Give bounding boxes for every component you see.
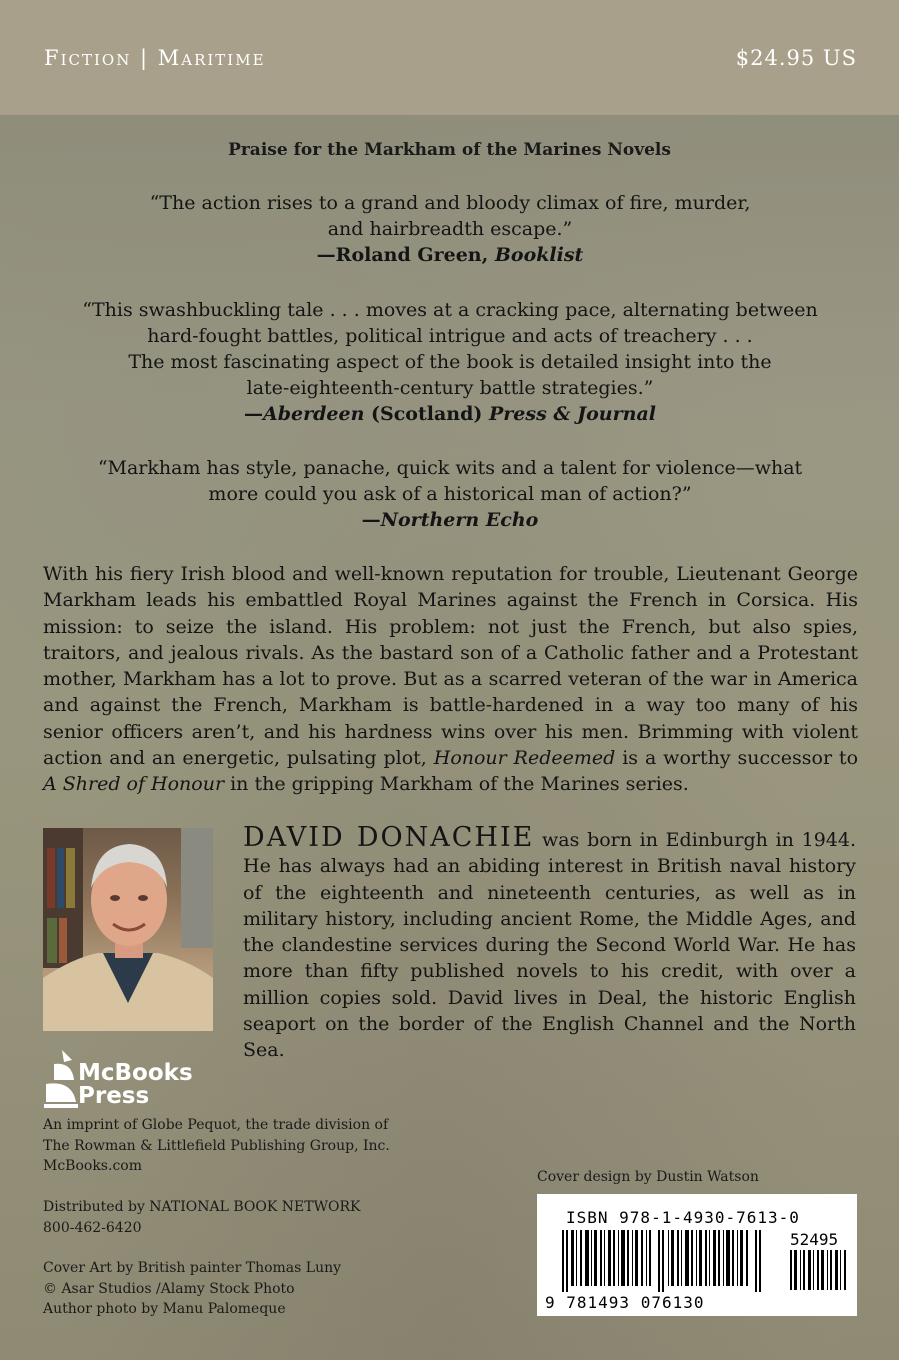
book-title: Honour Redeemed xyxy=(433,747,616,770)
price-barcode-bars xyxy=(790,1250,848,1290)
ship-icon xyxy=(42,1050,82,1110)
author-name: DAVID DONACHIE xyxy=(243,822,535,853)
genre-label: Fiction | Maritime xyxy=(44,46,266,70)
quote-attribution: —Roland Green, Booklist xyxy=(316,244,584,266)
quote-line: and hairbreadth escape.” xyxy=(327,218,573,240)
price-label: $24.95 US xyxy=(735,46,857,70)
isbn-number: ISBN 978-1-4930-7613-0 xyxy=(566,1208,800,1227)
phone-number: 800-462-6420 xyxy=(43,1219,142,1236)
quote-line: “The action rises to a grand and bloody climax of fire, murder, xyxy=(149,192,751,214)
quote-attribution: —Northern Echo xyxy=(361,509,539,531)
review-quote-2 xyxy=(60,297,840,427)
top-banner xyxy=(0,0,899,115)
quote-attribution: —Aberdeen (Scotland) Press & Journal xyxy=(244,403,656,425)
book-description: With his fiery Irish blood and well-known reputation for trouble, Lieutenant George Markham leads his embattled Royal Marines against the French in Corsica. His mission: to seize the island. His problem: not just the French, but also spies, traitors, and jealous rivals. As the bastard son of a Catholic father and a Protestant mother, Markham has a lot to prove. But as a scarred veteran of the war in America and against the French, Markham is battle-hardened in a way too many of his senior officers aren’t, and his hardness wins over his men. Brimming with violent action and an energetic, pulsating plot, Honour Redeemed is a worthy successor to A Shred of Honour in the gripping Markham of the Marines series. xyxy=(43,563,859,796)
barcode-digits: 9 781493 076130 xyxy=(545,1293,705,1312)
praise-heading: Praise for the Markham of the Marines Novels xyxy=(228,140,671,160)
isbn-barcode xyxy=(537,1194,857,1316)
imprint-info: An imprint of Globe Pequot, the trade division of The Rowman & Littlefield Publishing Group, Inc. McBooks.com xyxy=(43,1115,463,1177)
review-quote-1 xyxy=(60,190,840,268)
quote-line: hard-fought battles, political intrigue and acts of treachery . . . xyxy=(147,325,753,347)
price-code: 52495 xyxy=(790,1230,839,1249)
publisher-website: McBooks.com xyxy=(43,1158,142,1174)
quote-line: The most fascinating aspect of the book is detailed insight into the xyxy=(128,351,772,373)
quote-line: “This swashbuckling tale . . . moves at a cracking pace, alternating between xyxy=(82,299,818,321)
barcode-bars xyxy=(562,1230,767,1292)
quote-line: more could you ask of a historical man of action?” xyxy=(208,483,692,505)
publisher-logo: McBooks Press xyxy=(42,1050,212,1110)
author-bio: DAVID DONACHIE was born in Edinburgh in 1944. He has always had an abiding interest in British naval history of the eighteenth and nineteenth centuries, as well as in military history, including ancient Rome, the Middle Ages, and the clandestine services during the Second World War. He has more than fifty published novels to his credit, with over a million copies sold. David lives in Deal, the historic English seaport on the border of the English Channel and the North Sea. xyxy=(243,822,857,1062)
quote-line: “Markham has style, panache, quick wits and a talent for violence—what xyxy=(97,457,803,479)
quote-line: late-eighteenth-century battle strategies.” xyxy=(246,377,654,399)
author-photo xyxy=(43,828,213,1031)
photo-credits: Cover Art by British painter Thomas Luny © Asar Studios /Alamy Stock Photo Author photo by Manu Palomeque xyxy=(43,1260,342,1317)
cover-design-credit: Cover design by Dustin Watson xyxy=(537,1169,759,1185)
review-quote-3 xyxy=(60,455,840,533)
distribution-info: Distributed by NATIONAL BOOK NETWORK 800-462-6420 xyxy=(43,1197,463,1238)
previous-book-title: A Shred of Honour xyxy=(43,773,225,796)
